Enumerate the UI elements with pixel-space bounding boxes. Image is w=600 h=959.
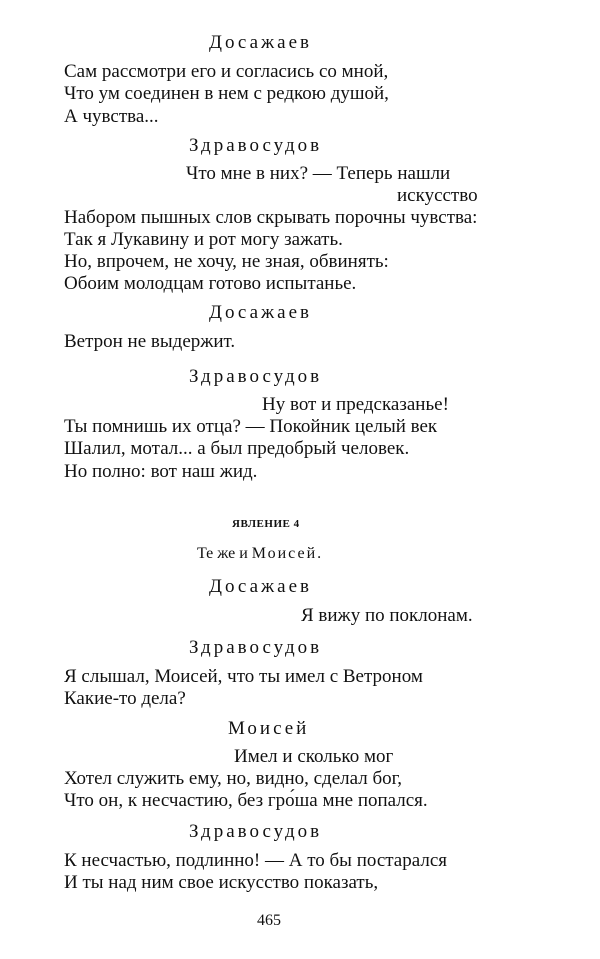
verse-line: Набором пышных слов скрывать порочны чувства: [64, 207, 478, 228]
verse-line: Что ум соединен в нем с редкою душой, [64, 83, 389, 104]
verse-line: Имел и сколько мог [234, 746, 394, 767]
verse-line: Но полно: вот наш жид. [64, 461, 258, 482]
speaker-name: Здравосудов [189, 135, 323, 156]
stage-direction [197, 544, 323, 564]
speaker-name: Досажаев [209, 576, 312, 597]
speaker-name: Здравосудов [189, 637, 323, 658]
stage-direction-prefix: Те же и [197, 545, 252, 562]
page-number: 465 [257, 912, 281, 929]
speaker-name: Досажаев [209, 32, 312, 53]
verse-line: Но, впрочем, не хочу, не зная, обвинять: [64, 251, 389, 272]
scene-heading: ЯВЛЕНИЕ 4 [232, 518, 300, 530]
verse-line: Так я Лукавину и рот могу зажать. [64, 229, 343, 250]
speaker-name: Досажаев [209, 302, 312, 323]
stage-direction-name: Моисей. [251, 545, 324, 562]
verse-line: Ну вот и предсказанье! [262, 394, 449, 415]
verse-line: И ты над ним свое искусство показать, [64, 872, 379, 893]
verse-line: Я слышал, Моисей, что ты имел с Ветроном [64, 666, 423, 687]
speaker-name: Здравосудов [189, 366, 323, 387]
verse-line: Обоим молодцам готово испытанье. [64, 273, 357, 294]
speaker-name: Здравосудов [189, 821, 323, 842]
verse-line: Что он, к несчастию, без гро́ша мне попался. [64, 790, 428, 811]
verse-line: Хотел служить ему, но, видно, сделал бог, [64, 768, 403, 789]
verse-line: А чувства... [64, 106, 159, 127]
verse-line: Ветрон не выдержит. [64, 331, 236, 352]
verse-line: Я вижу по поклонам. [301, 605, 473, 626]
verse-line: Какие-то дела? [64, 688, 186, 709]
verse-line: Сам рассмотри его и согласись со мной, [64, 61, 389, 82]
verse-line: К несчастью, подлинно! — А то бы постарался [64, 850, 447, 871]
verse-line: Шалил, мотал... а был предобрый человек. [64, 438, 410, 459]
speaker-name: Моисей [228, 718, 310, 739]
verse-line: искусство [397, 185, 478, 206]
verse-line: Ты помнишь их отца? — Покойник целый век [64, 416, 438, 437]
verse-line: Что мне в них? — Теперь нашли [186, 163, 451, 184]
